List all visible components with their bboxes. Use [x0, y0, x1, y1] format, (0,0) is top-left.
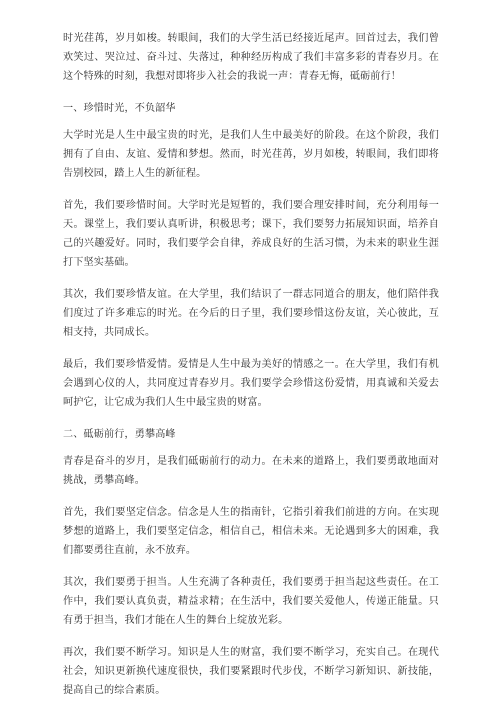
section-2-paragraph-4: 再次，我们要不断学习。知识是人生的财富，我们要不断学习，充实自己。在现代社会，知识更新换代速度很快，我们要紧跟时代步伐，不断学习新知识、新技能，提高自己的综合素质。 [63, 647, 439, 696]
section-1-paragraph-1: 大学时光是人生中最宝贵的时光，是我们人生中最美好的阶段。在这个阶段，我们拥有了自由、友谊、爱情和梦想。然而，时光荏苒，岁月如梭，转眼间，我们即将告别校园，踏上人生的新征程。 [63, 130, 439, 179]
section-1-paragraph-3: 其次，我们要珍惜友谊。在大学里，我们结识了一群志同道合的朋友，他们陪伴我们度过了许多难忘的时光。在今后的日子里，我们要珍惜这份友谊，关心彼此，互相支持，共同成长。 [63, 289, 439, 338]
document-page [63, 29, 439, 713]
section-1-paragraph-4: 最后，我们要珍惜爱情。爱情是人生中最为美好的情感之一。在大学里，我们有机会遇到心仪的人，共同度过青春岁月。我们要学会珍惜这份爱情，用真诚和关爱去呵护它，让它成为我们人生中最宝贵的财富。 [63, 359, 439, 408]
section-2-paragraph-1: 青春是奋斗的岁月，是我们砥砺前行的动力。在未来的道路上，我们要勇敢地面对挑战，勇攀高峰。 [63, 456, 439, 486]
intro-paragraph: 时光荏苒，岁月如梭。转眼间，我们的大学生活已经接近尾声。回首过去，我们曾欢笑过、哭泣过、奋斗过、失落过，种种经历构成了我们丰富多彩的青春岁月。在这个特殊的时刻，我想对即将步入社会的我说一声：青春无悔，砥砺前行！ [63, 33, 439, 82]
section-heading-2: 二、砥砺前行，勇攀高峰 [63, 429, 176, 440]
section-2-paragraph-2: 首先，我们要坚定信念。信念是人生的指南针，它指引着我们前进的方向。在实现梦想的道路上，我们要坚定信念，相信自己，相信未来。无论遇到多大的困难，我们都要勇往直前，永不放弃。 [63, 507, 439, 556]
section-heading-1: 一、珍惜时光，不负韶华 [63, 103, 176, 114]
section-2-paragraph-3: 其次，我们要勇于担当。人生充满了各种责任，我们要勇于担当起这些责任。在工作中，我们要认真负责，精益求精；在生活中，我们要关爱他人，传递正能量。只有勇于担当，我们才能在人生的舞台上绽放光彩。 [63, 577, 439, 626]
section-1-paragraph-2: 首先，我们要珍惜时间。大学时光是短暂的，我们要合理安排时间，充分利用每一天。课堂上，我们要认真听讲，积极思考；课下，我们要努力拓展知识面，培养自己的兴趣爱好。同时，我们要学会自律，养成良好的生活习惯，为未来的职业生涯打下坚实基础。 [63, 200, 439, 268]
